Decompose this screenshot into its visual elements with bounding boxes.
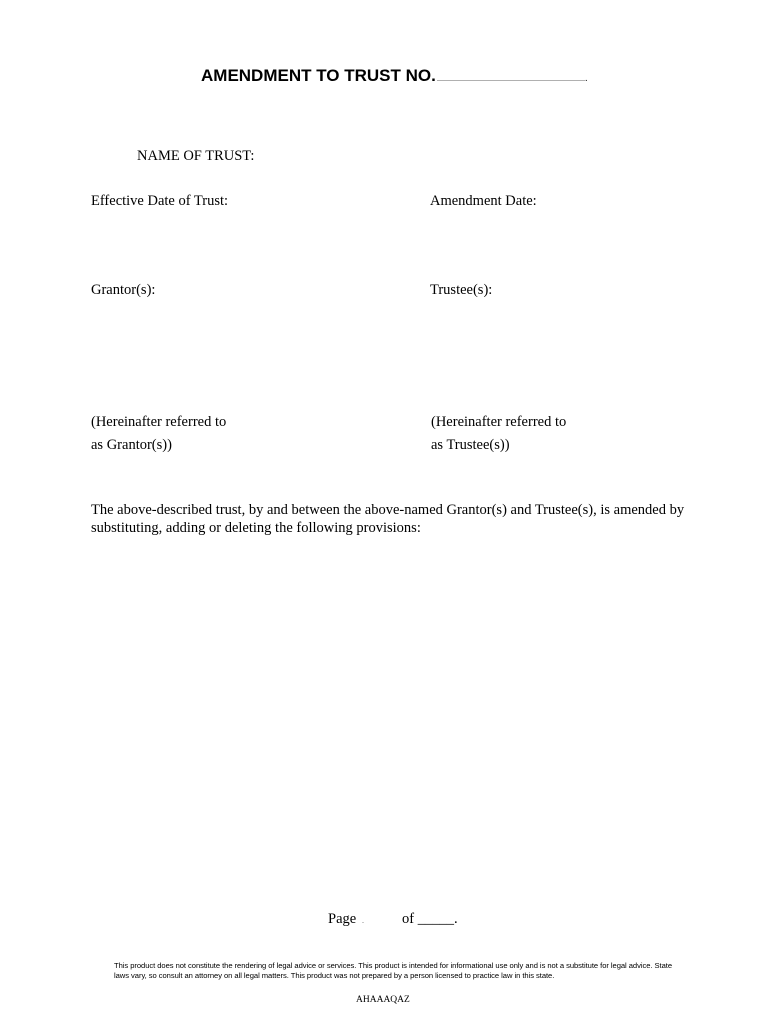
- page-label: Page: [328, 911, 357, 927]
- grantor-reference-line2: as Grantor(s)): [91, 437, 172, 453]
- trustees-label: Trustee(s):: [430, 282, 493, 298]
- trustee-reference-line2: as Trustee(s)): [431, 437, 510, 453]
- trust-number-field[interactable]: [437, 66, 585, 81]
- amendment-body-paragraph: The above-described trust, by and between the above-named Grantor(s) and Trustee(s), is amended by substituting, adding or deleting the following provisions:: [91, 502, 685, 536]
- amendment-date-label: Amendment Date:: [430, 193, 537, 209]
- page-number-field[interactable]: [362, 922, 364, 923]
- form-code: AHAAAQAZ: [356, 995, 410, 1005]
- name-of-trust-label: NAME OF TRUST:: [137, 148, 255, 164]
- effective-date-label: Effective Date of Trust:: [91, 193, 229, 209]
- grantor-reference-line1: (Hereinafter referred to: [91, 414, 227, 430]
- document-title: [201, 66, 588, 86]
- grantors-label: Grantor(s):: [91, 282, 156, 298]
- legal-disclaimer: This product does not constitute the rendering of legal advice or services. This product is intended for informational use only and is not a substitute for legal advice. State laws vary, so consult an attorney on all legal matters. This product was not prepared by a person licensed to practice law in this state.: [114, 961, 673, 980]
- trustee-reference-line1: (Hereinafter referred to: [431, 414, 567, 430]
- title-text: AMENDMENT TO TRUST NO.: [201, 66, 436, 85]
- title-suffix: .: [584, 73, 588, 84]
- page-of-label: of _____.: [402, 911, 458, 927]
